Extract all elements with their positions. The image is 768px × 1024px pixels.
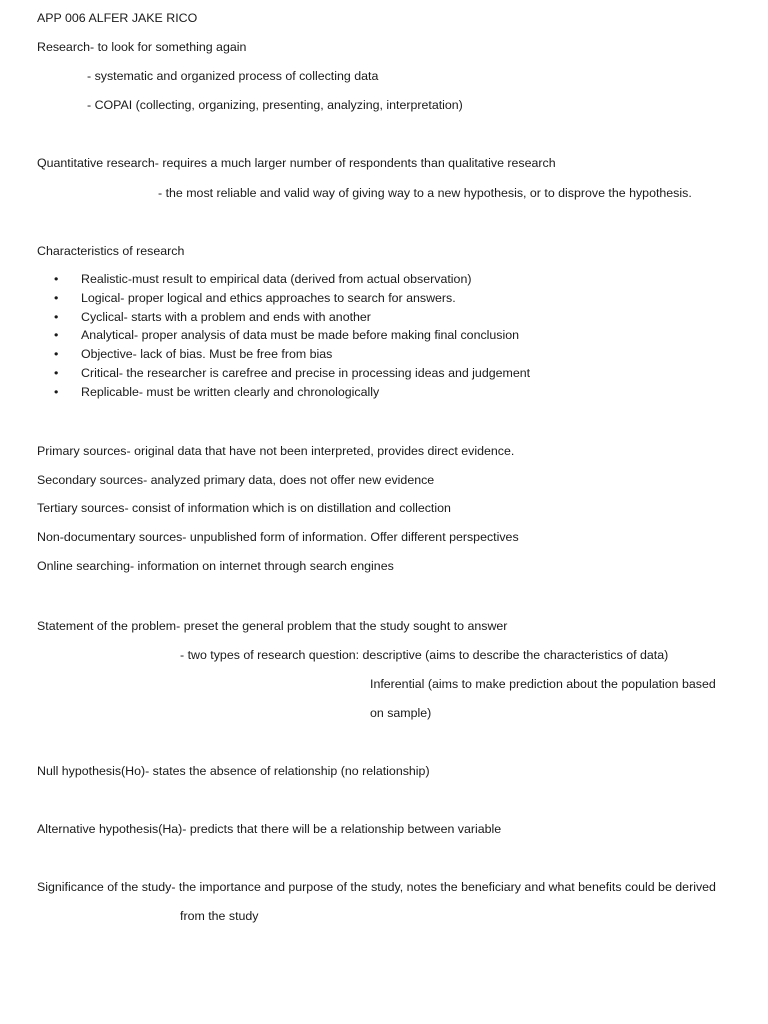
significance-definition: Significance of the study- the importance and purpose of the study, notes the beneficiary and what benefits could be derived (37, 880, 716, 894)
source-definition: Tertiary sources- consist of information which is on distillation and collection (37, 501, 451, 515)
bullet-icon: • (54, 272, 59, 286)
research-point: - systematic and organized process of collecting data (87, 69, 379, 83)
source-definition: Secondary sources- analyzed primary data, does not offer new evidence (37, 473, 435, 487)
research-point: - COPAI (collecting, organizing, presenting, analyzing, interpretation) (87, 98, 463, 112)
statement-inferential-continued: on sample) (370, 706, 432, 720)
statement-inferential: Inferential (aims to make prediction about the population based (370, 677, 716, 691)
characteristic-text: Logical- proper logical and ethics approaches to search for answers. (81, 290, 456, 305)
characteristics-heading: Characteristics of research (37, 244, 185, 258)
characteristic-text: Cyclical- starts with a problem and ends with another (81, 309, 371, 324)
null-hypothesis: Null hypothesis(Ho)- states the absence of relationship (no relationship) (37, 764, 430, 778)
bullet-icon: • (54, 290, 59, 305)
characteristic-text: Replicable- must be written clearly and chronologically (81, 384, 380, 399)
statement-question-types: - two types of research question: descriptive (aims to describe the characteristics of data) (180, 648, 669, 662)
research-definition: Research- to look for something again (37, 40, 247, 54)
characteristic-text: Analytical- proper analysis of data must be made before making final conclusion (81, 328, 520, 343)
document-title: APP 006 ALFER JAKE RICO (37, 11, 198, 25)
source-definition: Non-documentary sources- unpublished form of information. Offer different perspectives (37, 530, 519, 544)
quantitative-definition: Quantitative research- requires a much larger number of respondents than qualitative research (37, 156, 556, 170)
bullet-icon: • (54, 328, 59, 343)
bullet-icon: • (54, 384, 59, 399)
bullet-icon: • (54, 365, 59, 380)
characteristic-text: Objective- lack of bias. Must be free from bias (81, 347, 333, 362)
alternative-hypothesis: Alternative hypothesis(Ha)- predicts that there will be a relationship between variable (37, 822, 502, 836)
characteristic-text: Realistic-must result to empirical data (derived from actual observation) (81, 272, 472, 286)
bullet-icon: • (54, 309, 59, 324)
significance-continued: from the study (180, 909, 259, 923)
bullet-icon: • (54, 347, 59, 362)
quantitative-point: - the most reliable and valid way of giving way to a new hypothesis, or to disprove the hypothesis. (158, 186, 692, 200)
source-definition: Online searching- information on internet through search engines (37, 559, 394, 573)
statement-definition: Statement of the problem- preset the general problem that the study sought to answer (37, 619, 508, 633)
source-definition: Primary sources- original data that have not been interpreted, provides direct evidence. (37, 444, 515, 458)
characteristic-text: Critical- the researcher is carefree and precise in processing ideas and judgement (81, 365, 531, 380)
